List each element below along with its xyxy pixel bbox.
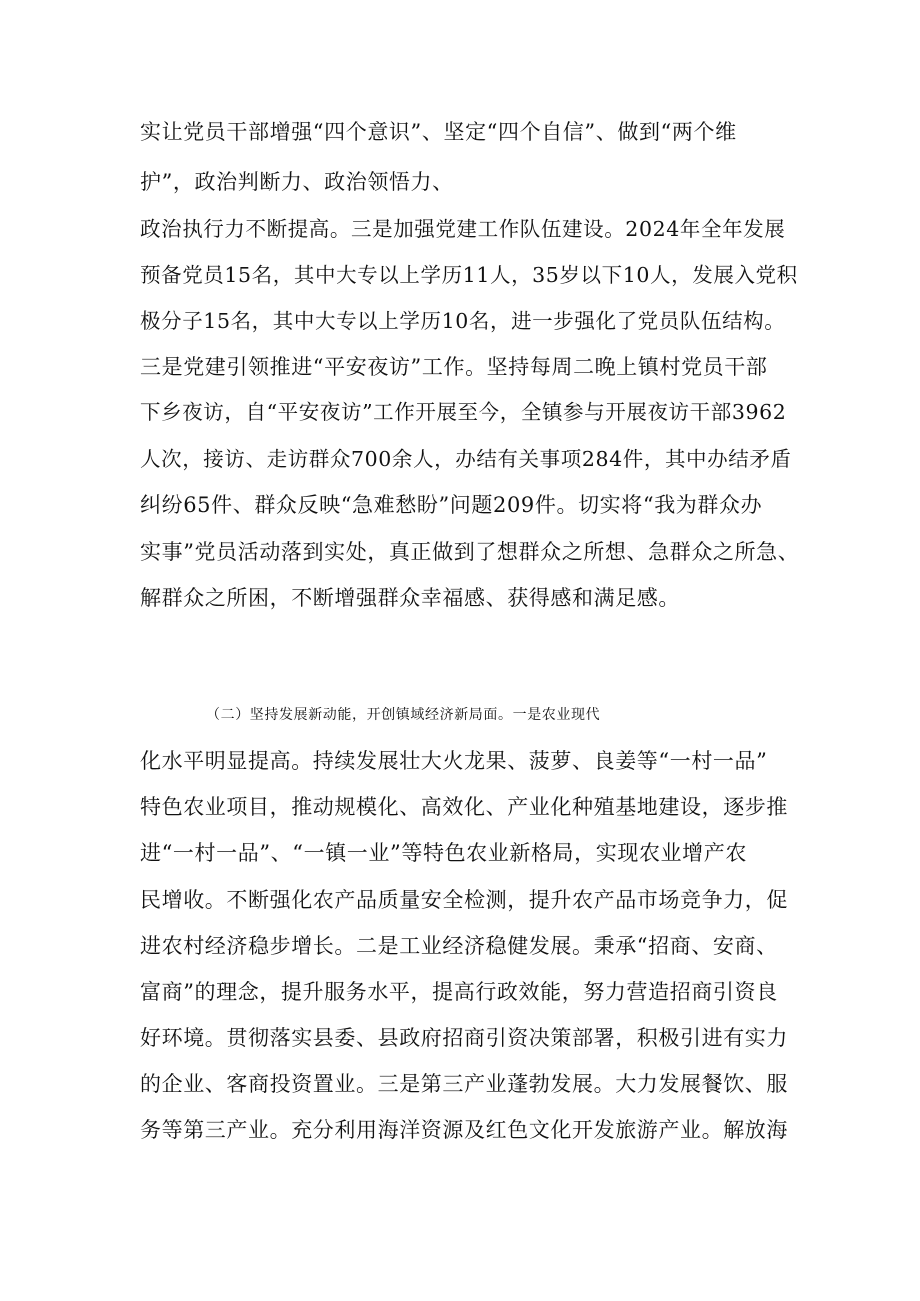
paragraph-line: 政治执行力不断提高。三是加强党建工作队伍建设。2024年全年发展 xyxy=(140,217,786,241)
paragraph-line: 的企业、客商投资置业。三是第三产业蓬勃发展。大力发展餐饮、服 xyxy=(140,1072,788,1096)
paragraph-line: 好环境。贯彻落实县委、县政府招商引资决策部署，积极引进有实力 xyxy=(140,1026,788,1050)
paragraph-line: 解群众之所困，不断增强群众幸福感、获得感和满足感。 xyxy=(140,586,680,610)
paragraph-line: 特色农业项目，推动规模化、高效化、产业化种殖基地建设，逐步推 xyxy=(140,795,788,819)
paragraph-line: 预备党员15名，其中大专以上学历11人，35岁以下10人，发展入党积 xyxy=(140,263,798,287)
paragraph-line: 实事”党员活动落到实处，真正做到了想群众之所想、急群众之所急、 xyxy=(140,540,800,564)
paragraph-line: 三是党建引领推进“平安夜访”工作。坚持每周二晚上镇村党员干部 xyxy=(140,355,768,379)
paragraph-line: 护”，政治判断力、政治领悟力、 xyxy=(140,170,454,194)
paragraph-line: 实让党员干部增强“四个意识”、坚定“四个自信”、做到“两个维 xyxy=(140,120,737,144)
paragraph-line: 下乡夜访，自“平安夜访”工作开展至今，全镇参与开展夜访干部3962 xyxy=(140,400,787,424)
paragraph-line: 化水平明显提高。持续发展壮大火龙果、菠萝、良姜等“一村一品” xyxy=(140,749,768,773)
paragraph-line: 民增收。不断强化农产品质量安全检测，提升农产品市场竞争力，促 xyxy=(140,888,788,912)
paragraph-line: 进农村经济稳步增长。二是工业经济稳健发展。秉承“招商、安商、 xyxy=(140,934,778,958)
paragraph-line: 务等第三产业。充分利用海洋资源及红色文化开发旅游产业。解放海 xyxy=(140,1118,788,1142)
paragraph-line: 纠纷65件、群众反映“急难愁盼”问题209件。切实将“我为群众办 xyxy=(140,493,763,517)
section-heading-line: （二）坚持发展新动能，开创镇域经济新局面。一是农业现代 xyxy=(206,707,601,723)
paragraph-line: 人次，接访、走访群众700余人，办结有关事项284件，其中办结矛盾 xyxy=(140,447,792,471)
paragraph-line: 极分子15名，其中大专以上学历10名，进一步强化了党员队伍结构。 xyxy=(140,309,786,333)
paragraph-line: 进“一村一品”、“一镇一业”等特色农业新格局，实现农业增产农 xyxy=(140,841,747,865)
paragraph-line: 富商”的理念，提升服务水平，提高行政效能，努力营造招商引资良 xyxy=(140,980,778,1004)
